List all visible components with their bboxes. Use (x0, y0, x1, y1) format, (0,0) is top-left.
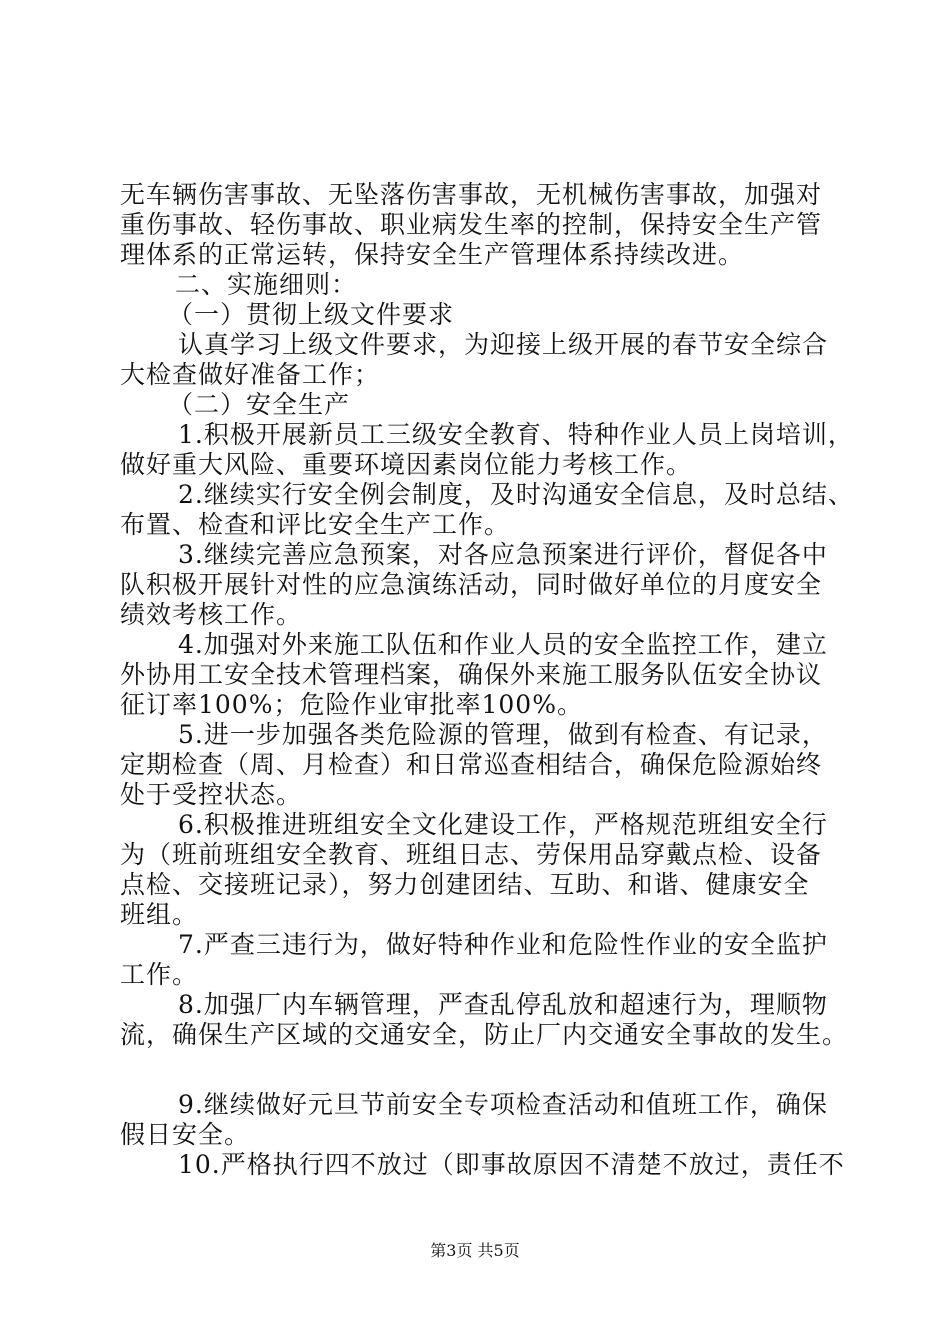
list-item-line: 定期检查（周、月检查）和日常巡查相结合，确保危险源始终 (120, 750, 823, 779)
body-text-line: 理体系的正常运转，保持安全生产管理体系持续改进。 (120, 240, 745, 269)
list-item-line: 10.严格执行四不放过（即事故原因不清楚不放过，责任不 (178, 1150, 845, 1179)
list-item-line: 流，确保生产区域的交通安全，防止厂内交通安全事故的发生。 (120, 1020, 849, 1049)
list-item-line: 8.加强厂内车辆管理，严查乱停乱放和超速行为，理顺物 (178, 990, 828, 1019)
list-item-line: 做好重大风险、重要环境因素岗位能力考核工作。 (120, 450, 693, 479)
subsection-heading: （二）安全生产 (168, 390, 351, 419)
body-text-line: 大检查做好准备工作； (120, 360, 381, 389)
list-item-line: 为（班前班组安全教育、班组日志、劳保用品穿戴点检、设备 (120, 840, 823, 869)
body-text-line: 无车辆伤害事故、无坠落伤害事故，无机械伤害事故，加强对 (120, 180, 823, 209)
list-item-line: 队积极开展针对性的应急演练活动，同时做好单位的月度安全 (120, 570, 823, 599)
list-item-line: 6.积极推进班组安全文化建设工作，严格规范班组安全行 (178, 810, 828, 839)
list-item-line: 7.严查三违行为，做好特种作业和危险性作业的安全监护 (178, 930, 828, 959)
list-item-line: 班组。 (120, 900, 199, 929)
list-item-line: 点检、交接班记录），努力创建团结、互助、和谐、健康安全 (120, 870, 810, 899)
list-item-line: 工作。 (120, 960, 199, 989)
body-text-line: 重伤事故、轻伤事故、职业病发生率的控制，保持安全生产管 (120, 210, 823, 239)
page-number-footer: 第3页 共5页 (430, 1241, 520, 1260)
body-text-line: 认真学习上级文件要求，为迎接上级开展的春节安全综合 (178, 330, 829, 359)
list-item-line: 布置、检查和评比安全生产工作。 (120, 510, 511, 539)
list-item-line: 5.进一步加强各类危险源的管理，做到有检查、有记录， (178, 720, 828, 749)
list-item-line: 2.继续实行安全例会制度，及时沟通安全信息，及时总结、 (178, 480, 854, 509)
list-item-line: 1.积极开展新员工三级安全教育、特种作业人员上岗培训， (178, 420, 854, 449)
list-item-line: 外协用工安全技术管理档案，确保外来施工服务队伍安全协议 (120, 660, 823, 689)
list-item-line: 3.继续完善应急预案，对各应急预案进行评价，督促各中 (178, 540, 828, 569)
section-heading: 二、实施细则： (175, 270, 358, 299)
list-item-line: 处于受控状态。 (120, 780, 303, 809)
list-item-line: 4.加强对外来施工队伍和作业人员的安全监控工作，建立 (178, 630, 828, 659)
list-item-line: 9.继续做好元旦节前安全专项检查活动和值班工作，确保 (178, 1090, 828, 1119)
subsection-heading: （一）贯彻上级文件要求 (168, 300, 455, 329)
list-item-line: 假日安全。 (120, 1120, 251, 1149)
list-item-line: 绩效考核工作。 (120, 600, 303, 629)
list-item-line: 征订率100%；危险作业审批率100%。 (120, 690, 583, 719)
